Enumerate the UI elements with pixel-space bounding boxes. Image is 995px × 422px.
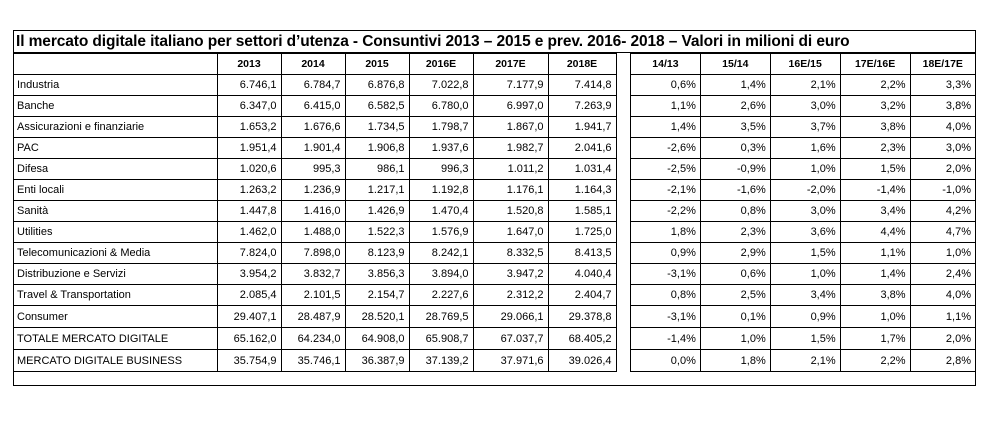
growth-cell: 1,5% [840,159,910,180]
sector-label: Industria [14,75,217,96]
growth-cell: 3,8% [840,117,910,138]
sector-label: Consumer [14,306,217,328]
growth-row [631,306,976,328]
main-header-row [14,54,616,75]
growth-cell: 1,6% [770,138,840,159]
value-cell: 1.725,0 [548,222,616,243]
value-cell: 1.522,3 [345,222,409,243]
value-cell: 996,3 [409,159,473,180]
value-cell: 1.470,4 [409,201,473,222]
growth-cell: -2,5% [631,159,701,180]
header-cell-growth: 18E/17E [910,54,975,75]
growth-cell: 3,8% [840,285,910,306]
growth-cell: -3,1% [631,306,701,328]
sector-label: Assicurazioni e finanziarie [14,117,217,138]
value-cell: 65.162,0 [217,328,281,350]
growth-row [631,96,976,117]
growth-cell: 1,4% [700,75,770,96]
growth-cell: -1,0% [910,180,975,201]
market-values-table [14,53,617,372]
value-cell: 67.037,7 [473,328,548,350]
growth-row [631,243,976,264]
growth-cell: -2,6% [631,138,701,159]
value-cell: 1.263,2 [217,180,281,201]
growth-cell: 2,4% [910,264,975,285]
growth-row [631,264,976,285]
sector-label: Sanità [14,201,217,222]
value-cell: 995,3 [281,159,345,180]
table-row [14,201,616,222]
growth-cell: 2,0% [910,328,975,350]
value-cell: 3.832,7 [281,264,345,285]
value-cell: 6.582,5 [345,96,409,117]
value-cell: 2.227,6 [409,285,473,306]
growth-cell: -2,2% [631,201,701,222]
value-cell: 1.520,8 [473,201,548,222]
header-cell-year: 2017E [473,54,548,75]
growth-cell: 1,0% [770,159,840,180]
growth-cell: -1,6% [700,180,770,201]
value-cell: 39.026,4 [548,350,616,372]
value-cell: 2.312,2 [473,285,548,306]
data-table-frame [13,30,976,386]
growth-cell: 0,9% [631,243,701,264]
growth-cell: 3,0% [770,201,840,222]
growth-cell: 0,9% [770,306,840,328]
value-cell: 1.462,0 [217,222,281,243]
value-cell: 1.937,6 [409,138,473,159]
table-row [14,222,616,243]
growth-cell: 4,0% [910,285,975,306]
growth-row [631,285,976,306]
growth-cell: 1,5% [770,328,840,350]
growth-cell: 0,1% [700,306,770,328]
sector-label: Distribuzione e Servizi [14,264,217,285]
value-cell: 3.954,2 [217,264,281,285]
sector-label: Travel & Transportation [14,285,217,306]
growth-cell: 2,3% [840,138,910,159]
value-cell: 1.906,8 [345,138,409,159]
value-cell: 1.426,9 [345,201,409,222]
growth-cell: 4,7% [910,222,975,243]
sector-label: Telecomunicazioni & Media [14,243,217,264]
header-cell-year: 2016E [409,54,473,75]
value-cell: 1.164,3 [548,180,616,201]
value-cell: 1.576,9 [409,222,473,243]
header-cell-year: 2015 [345,54,409,75]
value-cell: 6.876,8 [345,75,409,96]
value-cell: 1.982,7 [473,138,548,159]
growth-cell: 0,3% [700,138,770,159]
growth-cell: 2,1% [770,350,840,372]
value-cell: 1.447,8 [217,201,281,222]
table-row [14,306,616,328]
sector-label: Difesa [14,159,217,180]
value-cell: 1.192,8 [409,180,473,201]
growth-cell: 3,7% [770,117,840,138]
value-cell: 6.997,0 [473,96,548,117]
value-cell: 7.177,9 [473,75,548,96]
growth-row [631,201,976,222]
value-cell: 1.011,2 [473,159,548,180]
header-cell-growth: 17E/16E [840,54,910,75]
growth-row [631,159,976,180]
growth-cell: 2,2% [840,350,910,372]
growth-cell: -3,1% [631,264,701,285]
value-cell: 68.405,2 [548,328,616,350]
growth-cell: 1,0% [840,306,910,328]
value-cell: 37.971,6 [473,350,548,372]
value-cell: 7.022,8 [409,75,473,96]
value-cell: 6.347,0 [217,96,281,117]
header-cell-growth: 16E/15 [770,54,840,75]
value-cell: 2.404,7 [548,285,616,306]
value-cell: 1.488,0 [281,222,345,243]
value-cell: 1.236,9 [281,180,345,201]
value-cell: 29.378,8 [548,306,616,328]
value-cell: 8.123,9 [345,243,409,264]
growth-cell: 0,0% [631,350,701,372]
value-cell: 1.020,6 [217,159,281,180]
value-cell: 6.746,1 [217,75,281,96]
value-cell: 8.332,5 [473,243,548,264]
value-cell: 3.894,0 [409,264,473,285]
growth-cell: 2,3% [700,222,770,243]
growth-row [631,222,976,243]
value-cell: 64.908,0 [345,328,409,350]
growth-row [631,350,976,372]
table-row [14,350,616,372]
value-cell: 1.734,5 [345,117,409,138]
growth-cell: 1,4% [631,117,701,138]
header-cell-growth: 14/13 [631,54,701,75]
growth-cell: 2,0% [910,159,975,180]
value-cell: 6.415,0 [281,96,345,117]
growth-cell: 2,6% [700,96,770,117]
value-cell: 1.901,4 [281,138,345,159]
sector-label: MERCATO DIGITALE BUSINESS [14,350,217,372]
table-row [14,264,616,285]
growth-cell: 3,2% [840,96,910,117]
growth-header-row [631,54,976,75]
growth-cell: 2,8% [910,350,975,372]
growth-cell: 3,0% [770,96,840,117]
growth-cell: 2,9% [700,243,770,264]
growth-cell: -2,1% [631,180,701,201]
sector-label: Utilities [14,222,217,243]
growth-rates-table [630,53,975,372]
header-cell-year: 2018E [548,54,616,75]
growth-cell: 2,5% [700,285,770,306]
value-cell: 1.867,0 [473,117,548,138]
table-row [14,117,616,138]
table-row [14,96,616,117]
growth-cell: 1,4% [840,264,910,285]
value-cell: 1.647,0 [473,222,548,243]
growth-row [631,117,976,138]
value-cell: 2.085,4 [217,285,281,306]
value-cell: 2.101,5 [281,285,345,306]
growth-cell: 3,4% [840,201,910,222]
header-cell-year: 2013 [217,54,281,75]
growth-cell: 0,6% [700,264,770,285]
value-cell: 7.824,0 [217,243,281,264]
value-cell: 7.414,8 [548,75,616,96]
table-row [14,328,616,350]
value-cell: 29.407,1 [217,306,281,328]
growth-cell: 3,6% [770,222,840,243]
value-cell: 1.176,1 [473,180,548,201]
value-cell: 1.676,6 [281,117,345,138]
value-cell: 28.769,5 [409,306,473,328]
growth-cell: 1,1% [631,96,701,117]
growth-row [631,328,976,350]
value-cell: 7.263,9 [548,96,616,117]
growth-cell: 1,7% [840,328,910,350]
value-cell: 2.154,7 [345,285,409,306]
growth-cell: 3,5% [700,117,770,138]
growth-row [631,75,976,96]
sector-label: Enti locali [14,180,217,201]
value-cell: 1.585,1 [548,201,616,222]
growth-row [631,138,976,159]
growth-cell: 1,0% [700,328,770,350]
value-cell: 1.031,4 [548,159,616,180]
growth-cell: 4,0% [910,117,975,138]
growth-cell: -1,4% [631,328,701,350]
value-cell: 1.798,7 [409,117,473,138]
value-cell: 3.856,3 [345,264,409,285]
value-cell: 8.413,5 [548,243,616,264]
value-cell: 28.487,9 [281,306,345,328]
growth-cell: 1,5% [770,243,840,264]
growth-cell: 2,1% [770,75,840,96]
value-cell: 1.941,7 [548,117,616,138]
value-cell: 1.951,4 [217,138,281,159]
table-row [14,285,616,306]
header-cell-growth: 15/14 [700,54,770,75]
growth-cell: 1,1% [840,243,910,264]
growth-cell: 2,2% [840,75,910,96]
table-row [14,243,616,264]
header-cell-sector [14,54,217,75]
sector-label: PAC [14,138,217,159]
table-row [14,180,616,201]
value-cell: 1.217,1 [345,180,409,201]
value-cell: 8.242,1 [409,243,473,264]
growth-cell: 3,4% [770,285,840,306]
growth-cell: 1,8% [700,350,770,372]
growth-cell: 1,1% [910,306,975,328]
table-row [14,138,616,159]
growth-cell: 1,8% [631,222,701,243]
table-row [14,75,616,96]
value-cell: 6.784,7 [281,75,345,96]
growth-cell: 0,6% [631,75,701,96]
growth-cell: 3,3% [910,75,975,96]
growth-cell: 3,8% [910,96,975,117]
value-cell: 3.947,2 [473,264,548,285]
growth-cell: -2,0% [770,180,840,201]
value-cell: 1.416,0 [281,201,345,222]
value-cell: 36.387,9 [345,350,409,372]
value-cell: 2.041,6 [548,138,616,159]
value-cell: 64.234,0 [281,328,345,350]
table-row [14,159,616,180]
sector-label: TOTALE MERCATO DIGITALE [14,328,217,350]
value-cell: 1.653,2 [217,117,281,138]
value-cell: 35.746,1 [281,350,345,372]
value-cell: 28.520,1 [345,306,409,328]
value-cell: 986,1 [345,159,409,180]
growth-cell: 1,0% [910,243,975,264]
value-cell: 6.780,0 [409,96,473,117]
growth-cell: -0,9% [700,159,770,180]
header-cell-year: 2014 [281,54,345,75]
growth-cell: 0,8% [631,285,701,306]
value-cell: 29.066,1 [473,306,548,328]
value-cell: 65.908,7 [409,328,473,350]
table-title: Il mercato digitale italiano per settori d’utenza - Consuntivi 2013 – 2015 e prev. 2016- 2018 – Valori in milioni di euro [16,33,850,50]
growth-cell: 4,4% [840,222,910,243]
sector-label: Banche [14,96,217,117]
growth-cell: 3,0% [910,138,975,159]
value-cell: 37.139,2 [409,350,473,372]
value-cell: 7.898,0 [281,243,345,264]
growth-cell: -1,4% [840,180,910,201]
growth-cell: 0,8% [700,201,770,222]
value-cell: 35.754,9 [217,350,281,372]
value-cell: 4.040,4 [548,264,616,285]
growth-row [631,180,976,201]
growth-cell: 1,0% [770,264,840,285]
growth-cell: 4,2% [910,201,975,222]
